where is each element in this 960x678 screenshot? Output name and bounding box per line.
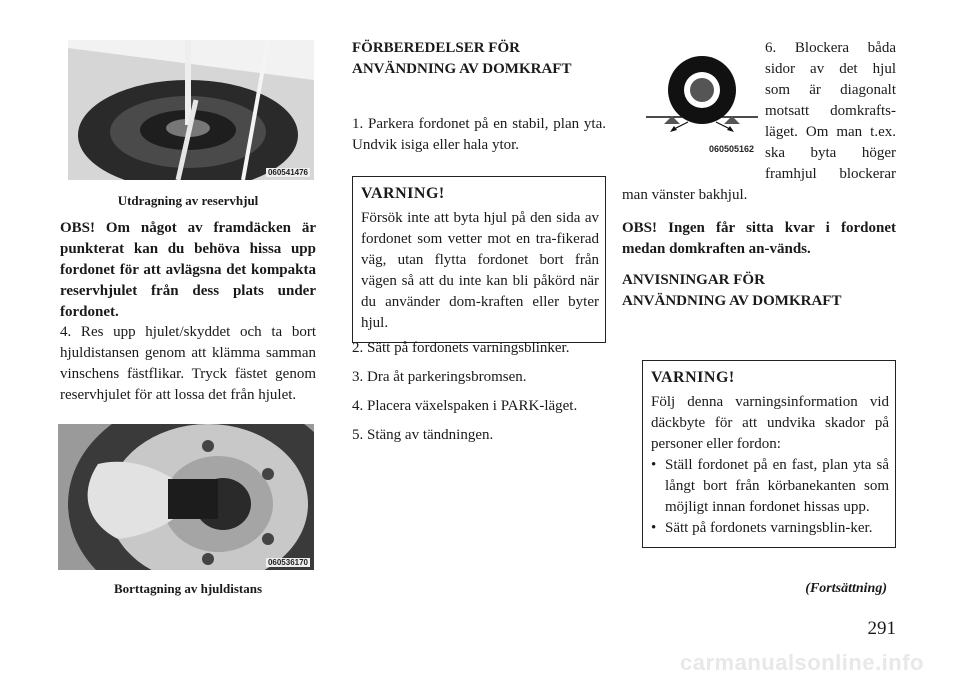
step-6-line: läget. Om man t.ex. xyxy=(765,124,896,140)
figure-code: 060541476 xyxy=(267,168,308,177)
figure-code: 060536170 xyxy=(267,558,308,567)
step-6-line: ska byta höger xyxy=(765,145,896,161)
warning-text: Försök inte att byta hjul på den sida av fordonet som vetter mot en tra-fikerad väg, utan flytta fordonet bort från vägen så att du inte kan bli påkörd när du använder dom-kraften eller byter hjul. xyxy=(361,210,599,331)
warning-intro: Följ denna varningsinformation vid däckbyte för att undvika skador på personer eller fordon: xyxy=(651,394,889,452)
warning-box-traffic xyxy=(352,176,606,343)
step-6-text xyxy=(765,38,896,185)
step-6-tail: man vänster bakhjul. xyxy=(622,187,748,203)
figure-code: 060505162 xyxy=(708,144,754,154)
step-1-text: 1. Parkera fordonet på en stabil, plan yta. Undvik isiga eller hala ytor. xyxy=(352,116,606,153)
step-item: 4. Placera växelspaken i PARK-läget. xyxy=(352,398,578,414)
step-6-line: motsatt domkrafts- xyxy=(765,103,896,119)
step-6-line: framhjul blockerar xyxy=(765,166,896,182)
bullet-icon: • xyxy=(651,457,657,473)
warning-title: VARNING! xyxy=(361,185,445,202)
section-heading-jack-instructions: ANVISNINGAR FÖR ANVÄNDNING AV DOMKRAFT xyxy=(622,272,842,309)
step-6-line: 6. Blockera båda xyxy=(765,40,896,56)
step-6-line: som är diagonalt xyxy=(765,82,896,98)
step-4-text: 4. Res upp hjulet/skyddet och ta bort hjuldistansen genom att klämma samman vinschens fästflikar. Tryck fästet genom reservhjulet för att lossa det från hjulet. xyxy=(60,324,316,403)
wheel-block-diagram xyxy=(646,42,758,156)
note-no-occupants: OBS! Ingen får sitta kvar i fordonet medan domkraften an-vänds. xyxy=(622,220,896,257)
steps-list xyxy=(352,338,606,446)
spare-wheel-photo xyxy=(68,40,314,180)
wheel-spacer-photo xyxy=(58,424,314,570)
continued-label: (Fortsättning) xyxy=(805,581,887,596)
note-front-tire: OBS! Om något av framdäcken är punkterat kan du behöva hissa upp fordonet för att avlägsna det kompakta reservhjulet från dess plats under fordonet. xyxy=(60,220,316,320)
bullet-icon: • xyxy=(651,520,657,536)
step-item: 2. Sätt på fordonets varningsblinker. xyxy=(352,340,570,356)
warning-bullet: • Ställ fordonet på en fast, plan yta så långt bort från körbanekanten som möjligt innan fordonet hissas upp. xyxy=(651,455,889,518)
warning-bullet: • Sätt på fordonets varningsblin-ker. xyxy=(651,518,889,539)
figure-caption-wheel-spacer: Borttagning av hjuldistans xyxy=(113,581,263,596)
step-6-line: sidor av det hjul xyxy=(765,61,896,77)
step-item: 5. Stäng av tändningen. xyxy=(352,427,494,443)
warning-box-tire-change xyxy=(642,360,896,548)
watermark: carmanualsonline.info xyxy=(680,650,924,675)
warning-title: VARNING! xyxy=(651,369,735,386)
step-item: 3. Dra åt parkeringsbromsen. xyxy=(352,369,527,385)
section-heading-jack-preparation: FÖRBEREDELSER FÖR ANVÄNDNING AV DOMKRAFT xyxy=(352,40,572,77)
page-number: 291 xyxy=(867,618,896,639)
figure-caption-spare-wheel: Utdragning av reservhjul xyxy=(117,193,259,208)
